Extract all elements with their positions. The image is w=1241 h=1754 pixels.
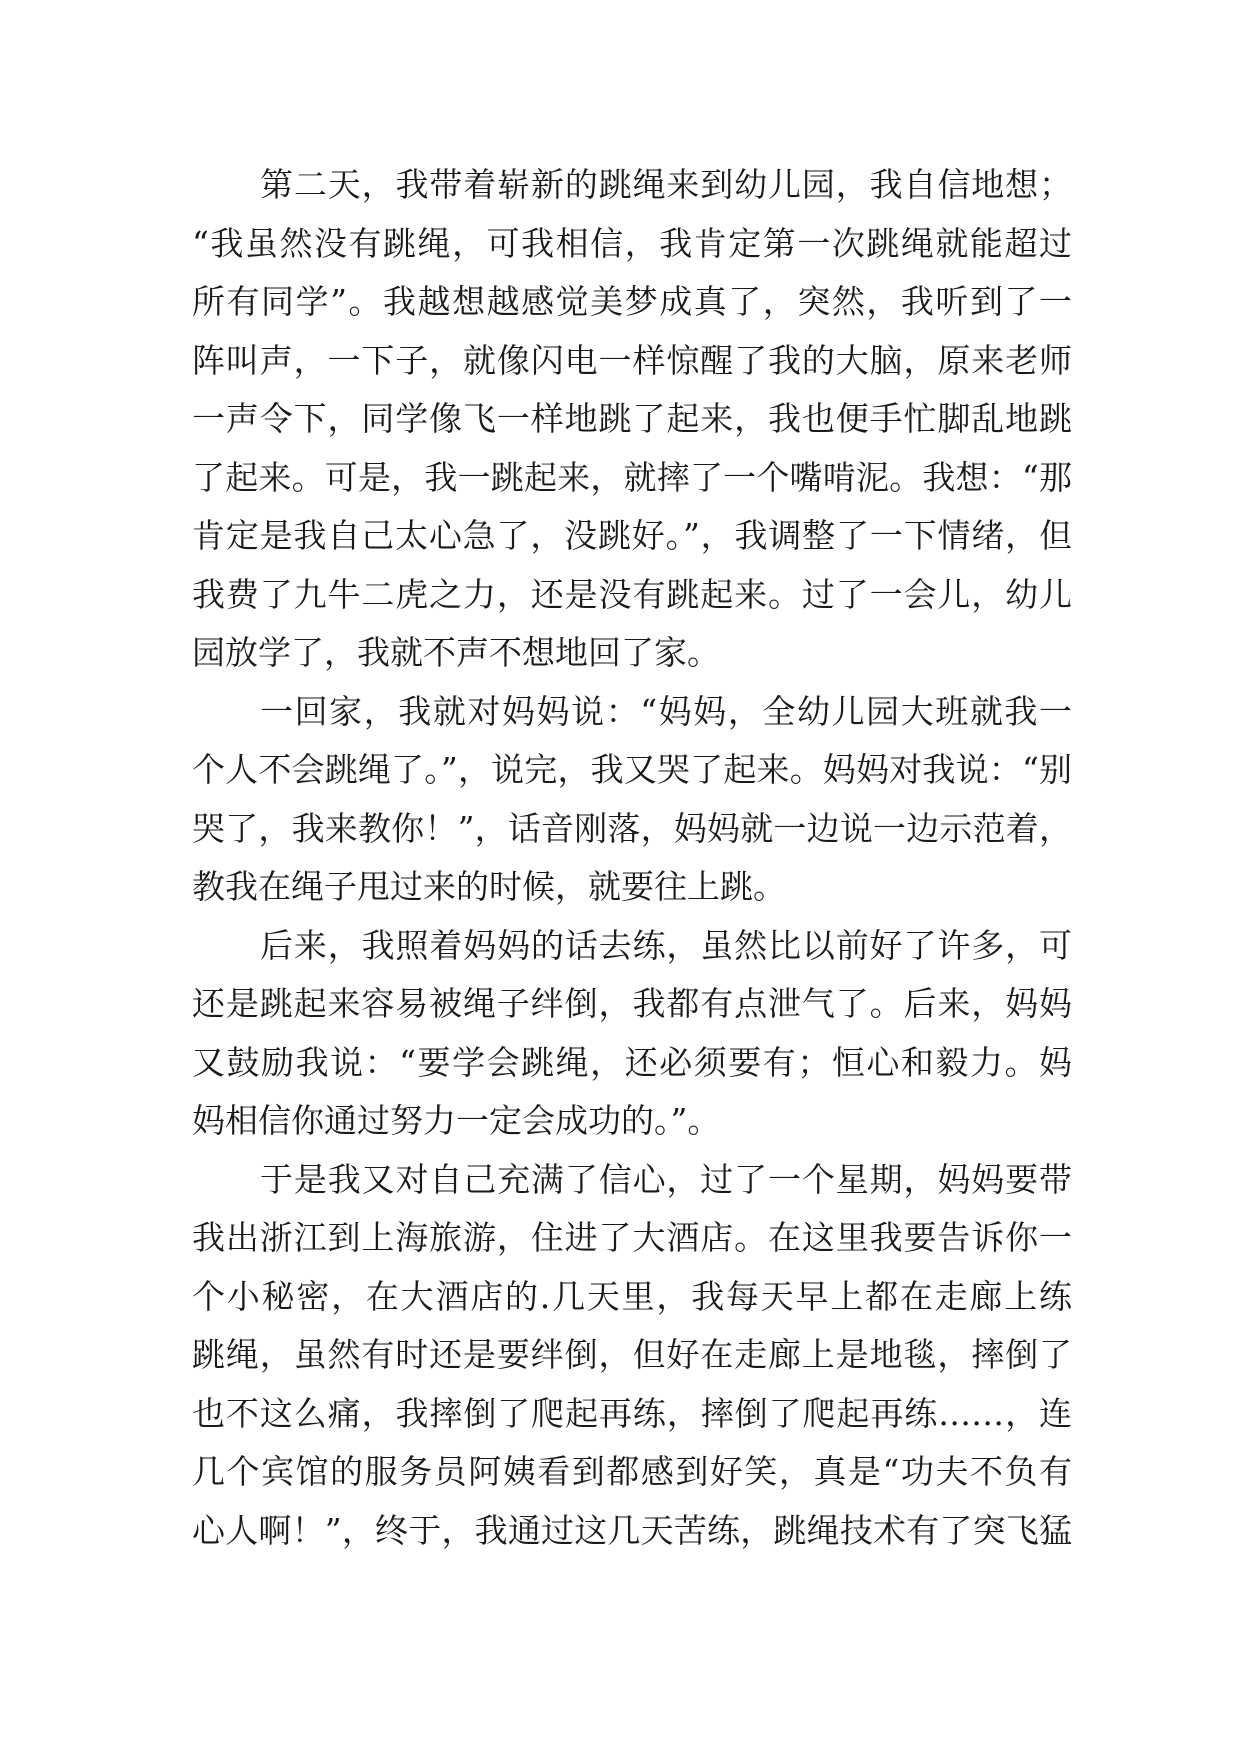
text-line: 于是我又对自己充满了信心，过了一个星期，妈妈要带	[260, 1159, 1072, 1199]
text-line: 所有同学”。我越想越感觉美梦成真了，突然，我听到了一	[192, 282, 1072, 321]
text-line: 第二天，我带着崭新的跳绳来到幼儿园，我自信地想；	[260, 165, 1072, 204]
text-line: 肯定是我自己太心急了，没跳好。”，我调整了一下情绪，但	[192, 516, 1072, 555]
text-line: 了起来。可是，我一跳起来，就摔了一个嘴啃泥。我想：“那	[192, 457, 1072, 497]
text-line: 个人不会跳绳了。”，说完，我又哭了起来。妈妈对我说：“别	[192, 750, 1072, 789]
text-line: 我出浙江到上海旅游，住进了大酒店。在这里我要告诉你一	[192, 1218, 1072, 1257]
paragraph-3	[192, 917, 1072, 1151]
text-line: 又鼓励我说：“要学会跳绳，还必须要有；恒心和毅力。妈	[192, 1042, 1072, 1082]
text-line: 妈相信你通过努力一定会成功的。”。	[192, 1101, 721, 1140]
text-line: 我费了九牛二虎之力，还是没有跳起来。过了一会儿，幼儿	[192, 574, 1072, 614]
paragraph-1	[192, 156, 1072, 683]
text-line: 一回家，我就对妈妈说：“妈妈，全幼儿园大班就我一	[260, 691, 1072, 731]
paragraph-4	[192, 1151, 1072, 1561]
paragraph-2	[192, 683, 1072, 917]
text-line: 跳绳，虽然有时还是要绊倒，但好在走廊上是地毯，摔倒了	[192, 1335, 1072, 1374]
text-line: 几个宾馆的服务员阿姨看到都感到好笑，真是“功夫不负有	[192, 1452, 1072, 1491]
document-body	[192, 156, 1072, 1560]
text-line: “我虽然没有跳绳，可我相信，我肯定第一次跳绳就能超过	[192, 223, 1072, 263]
text-line: 教我在绳子甩过来的时候，就要往上跳。	[192, 867, 786, 906]
text-line: 心人啊！”，终于，我通过这几天苦练，跳绳技术有了突飞猛	[192, 1510, 1072, 1550]
text-line: 还是跳起来容易被绳子绊倒，我都有点泄气了。后来，妈妈	[192, 984, 1072, 1023]
text-line: 后来，我照着妈妈的话去练，虽然比以前好了许多，可	[260, 925, 1072, 965]
text-line: 也不这么痛，我摔倒了爬起再练，摔倒了爬起再练……，连	[192, 1393, 1072, 1433]
text-line: 个小秘密，在大酒店的.几天里，我每天早上都在走廊上练	[192, 1276, 1072, 1316]
text-line: 一声令下，同学像飞一样地跳了起来，我也便手忙脚乱地跳	[192, 399, 1072, 438]
text-line: 园放学了，我就不声不想地回了家。	[192, 633, 720, 672]
text-line: 哭了，我来教你！”，话音刚落，妈妈就一边说一边示范着，	[192, 808, 1072, 848]
text-line: 阵叫声，一下子，就像闪电一样惊醒了我的大脑，原来老师	[192, 340, 1072, 380]
